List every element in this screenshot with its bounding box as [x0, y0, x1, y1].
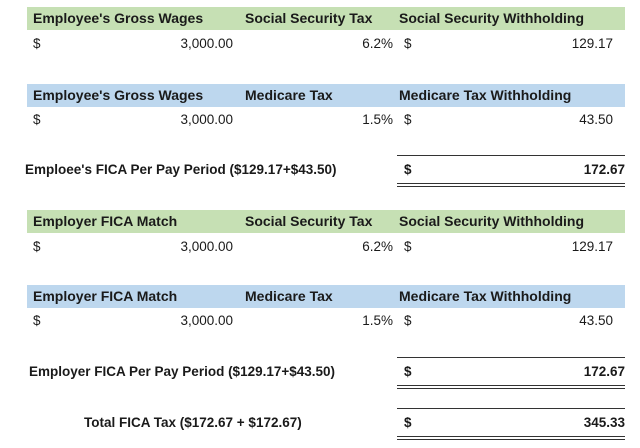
currency-symbol: $: [404, 112, 412, 127]
header-medicare-withholding: Medicare Tax Withholding: [399, 87, 572, 103]
employer-medicare-header: [27, 285, 625, 308]
withholding-amount: 43.50: [579, 112, 613, 127]
currency-symbol: $: [404, 162, 412, 177]
currency-symbol: $: [33, 36, 41, 51]
currency-symbol: $: [33, 239, 41, 254]
employer-fica-total-value: 172.67: [583, 364, 625, 379]
tax-rate: 1.5%: [362, 313, 393, 328]
header-gross-wages: Employee's Gross Wages: [33, 87, 204, 103]
employee-ss-row: [27, 33, 625, 55]
employee-ss-header: [27, 7, 625, 30]
currency-symbol: $: [404, 364, 412, 379]
employer-ss-row: [27, 236, 625, 258]
withholding-amount: 129.17: [571, 36, 613, 51]
tax-rate: 6.2%: [362, 36, 393, 51]
withholding-amount: 43.50: [579, 313, 613, 328]
header-ss-withholding: Social Security Withholding: [399, 10, 585, 26]
currency-symbol: $: [404, 313, 412, 328]
employer-medicare-row: [27, 310, 625, 332]
employee-fica-total-row: [0, 156, 640, 184]
employer-ss-header: [27, 210, 625, 233]
header-ss-tax: Social Security Tax: [245, 10, 373, 26]
total-fica-tax-value: 345.33: [583, 415, 625, 430]
withholding-amount: 129.17: [571, 239, 613, 254]
header-gross-wages: Employee's Gross Wages: [33, 10, 204, 26]
header-medicare-withholding: Medicare Tax Withholding: [399, 288, 572, 304]
gross-amount: 3,000.00: [180, 112, 233, 127]
total-bottom-rule: [397, 183, 625, 187]
gross-amount: 3,000.00: [180, 36, 233, 51]
employee-fica-total-value: 172.67: [583, 162, 625, 177]
total-bottom-rule: [397, 385, 625, 389]
header-medicare-tax: Medicare Tax: [245, 288, 333, 304]
employee-medicare-row: [27, 109, 625, 131]
total-bottom-rule: [397, 436, 625, 440]
total-fica-tax-label: Total FICA Tax ($172.67 + $172.67): [84, 415, 302, 430]
header-ss-tax: Social Security Tax: [245, 213, 373, 229]
header-ss-withholding: Social Security Withholding: [399, 213, 585, 229]
total-fica-tax-row: [0, 409, 640, 437]
tax-rate: 6.2%: [362, 239, 393, 254]
currency-symbol: $: [33, 313, 41, 328]
employee-medicare-header: [27, 84, 625, 107]
header-medicare-tax: Medicare Tax: [245, 87, 333, 103]
employer-fica-total-label: Employer FICA Per Pay Period ($129.17+$43.50): [29, 364, 336, 379]
employee-fica-total-label: Emploee's FICA Per Pay Period ($129.17+$43.50): [25, 162, 337, 177]
currency-symbol: $: [404, 239, 412, 254]
currency-symbol: $: [33, 112, 41, 127]
tax-rate: 1.5%: [362, 112, 393, 127]
currency-symbol: $: [404, 415, 412, 430]
currency-symbol: $: [404, 36, 412, 51]
gross-amount: 3,000.00: [180, 313, 233, 328]
header-employer-match: Employer FICA Match: [33, 288, 178, 304]
header-employer-match: Employer FICA Match: [33, 213, 178, 229]
employer-fica-total-row: [0, 358, 640, 386]
gross-amount: 3,000.00: [180, 239, 233, 254]
